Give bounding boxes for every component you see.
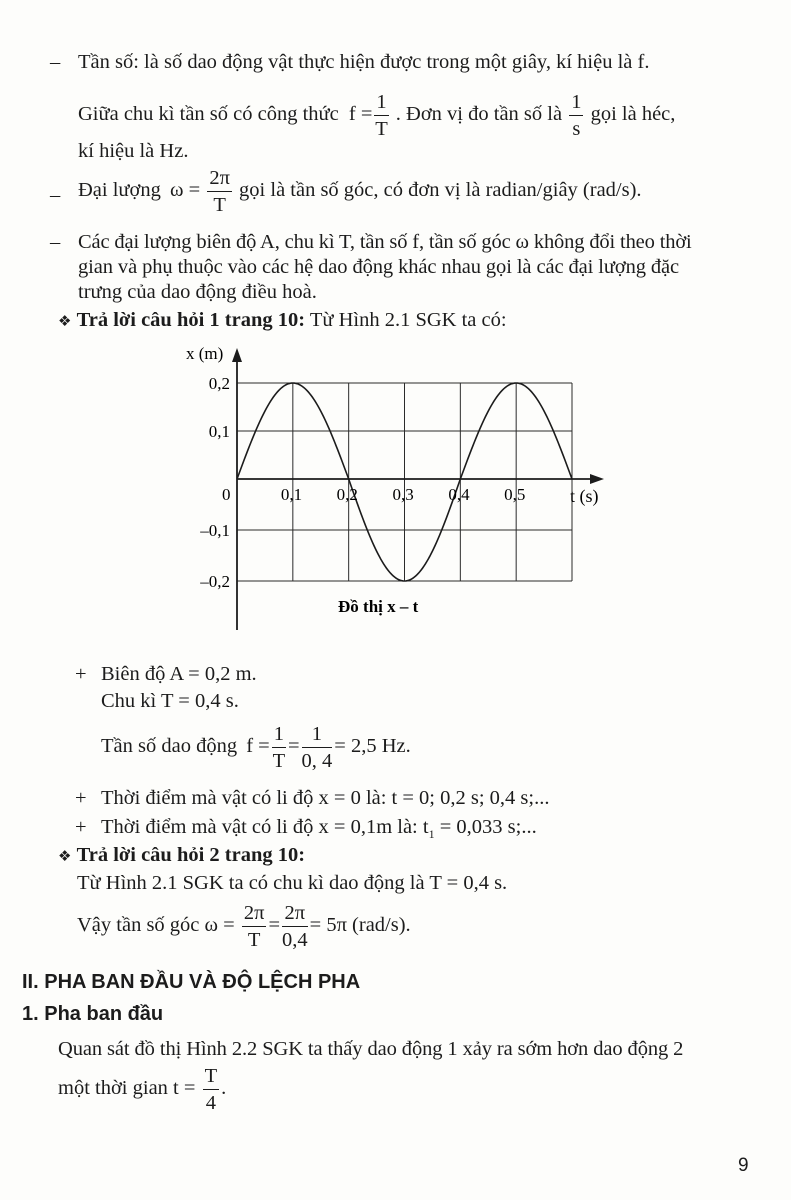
numerator: 1 xyxy=(569,92,583,116)
chart-grid xyxy=(237,383,572,581)
text: Thời điểm mà vật có li độ x = 0,1m là: t xyxy=(101,816,429,838)
x-axis-arrow-icon xyxy=(590,474,604,484)
y-axis-label: x (m) xyxy=(186,344,224,363)
section-heading: II. PHA BAN ĐẦU VÀ ĐỘ LỆCH PHA xyxy=(22,971,361,993)
fraction xyxy=(302,724,333,771)
text: Đại lượng xyxy=(78,179,161,202)
y-tick-label: –0,1 xyxy=(200,521,230,540)
equals: = xyxy=(268,914,281,937)
denominator: T xyxy=(272,749,286,772)
denominator: 0,4 xyxy=(282,928,308,951)
y-tick-label: 0,2 xyxy=(208,374,230,393)
x-tick-label: 0,2 xyxy=(336,485,358,504)
text: = 2,5 Hz. xyxy=(334,735,411,758)
text-line: gian và phụ thuộc vào các hệ dao động khác nhau gọi là các đại lượng đặc xyxy=(78,256,680,278)
plus-bullet: + xyxy=(75,816,87,838)
chart-title: Đồ thị x – t xyxy=(338,597,419,616)
x-axis-label: t (s) xyxy=(570,486,599,506)
fraction xyxy=(242,903,267,950)
denominator: T xyxy=(247,928,261,951)
text-line xyxy=(101,816,537,842)
question-title: Trả lời câu hỏi 2 trang 10: xyxy=(76,844,306,866)
text: một thời gian t = xyxy=(58,1077,196,1100)
numerator: 2π xyxy=(207,168,232,192)
formula-f: f = xyxy=(348,103,373,126)
fraction xyxy=(282,903,308,950)
equals: = xyxy=(287,735,300,758)
diamond-bullet-icon: ❖ xyxy=(58,312,72,330)
text-line: Từ Hình 2.1 SGK ta có chu kì dao động là T = 0,4 s. xyxy=(77,872,508,894)
text: . xyxy=(221,1077,227,1100)
formula-line xyxy=(101,724,411,771)
text-line: Thời điểm mà vật có li độ x = 0 là: t = 0; 0,2 s; 0,4 s;... xyxy=(101,787,550,809)
denominator: 4 xyxy=(205,1091,216,1114)
y-axis-arrow-icon xyxy=(232,348,242,362)
x-tick-label: 0,4 xyxy=(448,485,470,504)
x-tick-label: 0,5 xyxy=(504,485,526,504)
y-tick-label: –0,2 xyxy=(200,572,230,591)
dash-bullet: – xyxy=(50,231,61,253)
y-tick-labels xyxy=(199,374,230,591)
text-line: Tần số: là số dao động vật thực hiện được trong một giây, kí hiệu là f. xyxy=(78,51,650,73)
dash-bullet: – xyxy=(50,51,61,73)
subsection-heading: 1. Pha ban đầu xyxy=(22,1003,164,1025)
denominator: T xyxy=(213,193,226,216)
text-line: Các đại lượng biên độ A, chu kì T, tần số f, tần số góc ω không đổi theo thời xyxy=(78,231,692,253)
numerator: 2π xyxy=(282,903,308,927)
question-title: Trả lời câu hỏi 1 trang 10: xyxy=(76,309,306,331)
question-heading xyxy=(58,844,305,867)
formula-omega: ω = xyxy=(204,914,235,937)
numerator: T xyxy=(203,1066,220,1090)
text: . Đơn vị đo tần số là xyxy=(395,103,563,126)
text: = 0,033 s;... xyxy=(434,816,537,838)
x-tick-labels xyxy=(222,485,525,504)
x-tick-label: 0,1 xyxy=(280,485,303,504)
text: gọi là tần số góc, có đơn vị là radian/giây (rad/s). xyxy=(239,179,642,202)
numerator: 1 xyxy=(272,724,286,748)
text: Tần số dao động xyxy=(101,735,238,758)
text-line: kí hiệu là Hz. xyxy=(78,140,189,162)
numerator: 1 xyxy=(374,92,388,116)
numerator: 2π xyxy=(242,903,267,927)
denominator: s xyxy=(572,117,581,140)
formula-line xyxy=(58,1066,226,1113)
fraction xyxy=(203,1066,220,1113)
fraction xyxy=(272,724,286,771)
diamond-bullet-icon: ❖ xyxy=(58,847,72,865)
question-text: Từ Hình 2.1 SGK ta có: xyxy=(309,309,507,331)
subscript: 1 xyxy=(428,827,435,842)
text: gọi là héc, xyxy=(590,103,676,126)
denominator: T xyxy=(375,117,388,140)
denominator: 0, 4 xyxy=(301,749,333,772)
text-line: Biên độ A = 0,2 m. xyxy=(101,663,257,685)
formula-line xyxy=(77,903,411,950)
x-tick-label: 0,3 xyxy=(392,485,414,504)
page-number: 9 xyxy=(738,1155,749,1176)
text-line: Quan sát đồ thị Hình 2.2 SGK ta thấy dao động 1 xảy ra sớm hơn dao động 2 xyxy=(58,1038,684,1060)
formula-f: f = xyxy=(246,735,270,758)
text: Vậy tần số góc xyxy=(77,914,200,937)
x-tick-label: 0 xyxy=(222,485,231,504)
plus-bullet: + xyxy=(75,663,87,685)
text-line: Chu kì T = 0,4 s. xyxy=(101,690,239,712)
text: = 5π (rad/s). xyxy=(309,914,411,937)
dash-bullet: – xyxy=(50,184,61,206)
formula-omega: ω = xyxy=(170,179,201,202)
plus-bullet: + xyxy=(75,787,87,809)
numerator: 1 xyxy=(302,724,333,748)
text: Giữa chu kì tần số có công thức xyxy=(78,103,339,126)
text-line: trưng của dao động điều hoà. xyxy=(78,281,317,303)
y-tick-label: 0,1 xyxy=(208,422,230,441)
